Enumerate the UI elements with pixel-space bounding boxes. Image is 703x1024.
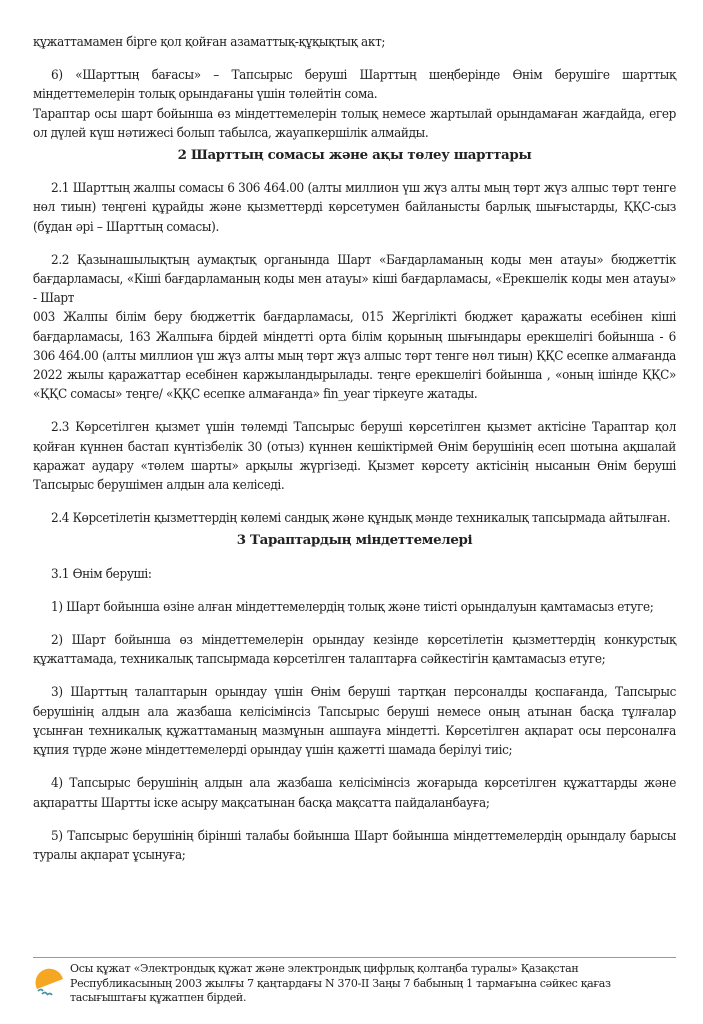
paragraph-contract-price: 6) «Шарттың бағасы» – Тапсырыс беруші Шарттың шеңберінде Өнім берушіге шарттық міндеттемелерін толық орындағаны үшін төлейтін сома. xyxy=(33,68,676,103)
paragraph-3-1: 3.1 Өнім беруші: xyxy=(51,566,152,582)
section-heading-2: 2 Шарттың сомасы және ақы төлеу шарттары xyxy=(177,147,532,164)
paragraph-3-1-1: 1) Шарт бойынша өзіне алған міндеттемелердің толық және тиісті орындалуын қамтамасыз етуге; xyxy=(51,599,654,615)
section-heading-3: 3 Тараптардың міндеттемелері xyxy=(236,532,473,549)
paragraph-3-1-4: 4) Тапсырыс берушінің алдын ала жазбаша келісімінсіз жоғарыда көрсетілген құжаттарды және ақпаратты Шартты іске асыру мақсатынан басқа мақсатта пайдаланбауға; xyxy=(33,776,676,811)
egov-sun-logo-icon xyxy=(33,965,67,999)
paragraph-force-majeure: Тараптар осы шарт бойынша өз міндеттемелерін толық немесе жартылай орындамаған жағдайда, егер ол дүлей күш нәтижесі болып табылса, жауапкершілік алмайды. xyxy=(33,106,676,141)
footer-text: Осы құжат «Электрондық құжат және электрондық цифрлық қолтаңба туралы» Қазақстан Республикасының 2003 жылғы 7 қаңтардағы N 370-II Заңы 7 бабының 1 тармағына сәйкес қағаз тасығыштағы құжатпен бірдей. xyxy=(70,962,611,1004)
paragraph-3-1-2: 2) Шарт бойынша өз міндеттемелерін орындау кезінде көрсетілетін қызметтердің конкурстық құжаттамада, техникалық тапсырмада көрсетілген талаптарға сәйкестігін қамтамасыз етуге; xyxy=(33,633,676,668)
paragraph-2-2-continued: 003 Жалпы білім беру бюджеттік бағдарламасы, 015 Жергілікті бюджет қаражаты есебінен кіші бағдарламасы, 163 Жалпыға бірдей міндетті орта білім қорының шығындары ерекшелігі бойынша - 6 306 464.00 (алты миллион үш жүз алты мың төрт жүз алпыс төрт тенге нөл тиын) ҚҚС есепке алмағанда 2022 жылы қаражаттар есебінен каржыландырылады. теңге ерекшелігі бойынша , «оның ішінде ҚҚС» «ҚҚС сомасы» теңге/ «ҚҚС есепке алмағанда» fin_year тіркеуге жатады. xyxy=(33,310,676,403)
paragraph-2-4: 2.4 Көрсетілетін қызметтердің көлемі сандық және құндық мәнде техникалық тапсырмада айтылған. xyxy=(51,511,671,527)
paragraph-2-1: 2.1 Шарттың жалпы сомасы 6 306 464.00 (алты миллион үш жүз алты мың төрт жүз алпыс төрт тенге нөл тиын) теңгені құрайды және қызметтерді көрсетумен байланысты барлық шығыстарды, ҚҚС-сыз (бұдан әрі – Шарттың сомасы). xyxy=(33,181,676,235)
footer-certification xyxy=(33,962,676,1006)
paragraph-3-1-3: 3) Шарттың талаптарын орындау үшін Өнім беруші тартқан персоналды қоспағанда, Тапсырыс берушінің алдын ала жазбаша келісімінсіз Тапсырыс беруші немесе оның атынан басқа тұлғалар ұсынған техникалық құжаттаманың мазмұнын ашпауға міндетті. Көрсетілген ақпарат осы персоналға құпия түрде және міндеттемелерді орындау үшін қажетті шамада берілуі тиіс; xyxy=(33,685,676,759)
document-page xyxy=(33,0,676,865)
footer-divider xyxy=(33,957,676,958)
paragraph-3-1-5: 5) Тапсырыс берушінің бірінші талабы бойынша Шарт бойынша міндеттемелердің орындалу барысы туралы ақпарат ұсынуға; xyxy=(33,828,676,863)
paragraph-2-3: 2.3 Көрсетілген қызмет үшін төлемді Тапсырыс беруші көрсетілген қызмет актісіне Тараптар қол қойған күннен бастап күнтізбелік 30 (отыз) күннен кешіктірмей Өнім берушінің есеп шотына ақшалай қаражат аудару «төлем шарты» арқылы жүргізеді. Қызмет көрсету актісінің нысанын Өнім беруші Тапсырыс берушімен алдын ала келіседі. xyxy=(33,420,676,494)
paragraph-continuation: құжаттамамен бірге қол қойған азаматтық-құқықтық акт; xyxy=(33,35,386,50)
paragraph-2-2: 2.2 Қазынашылықтың аумақтық органында Шарт «Бағдарламаның коды мен атауы» бюджеттік бағдарламасы, «Кіші бағдарламаның коды мен атауы» кіші бағдарламасы, «Ерекшелік коды мен атауы» - Шарт xyxy=(33,252,676,307)
